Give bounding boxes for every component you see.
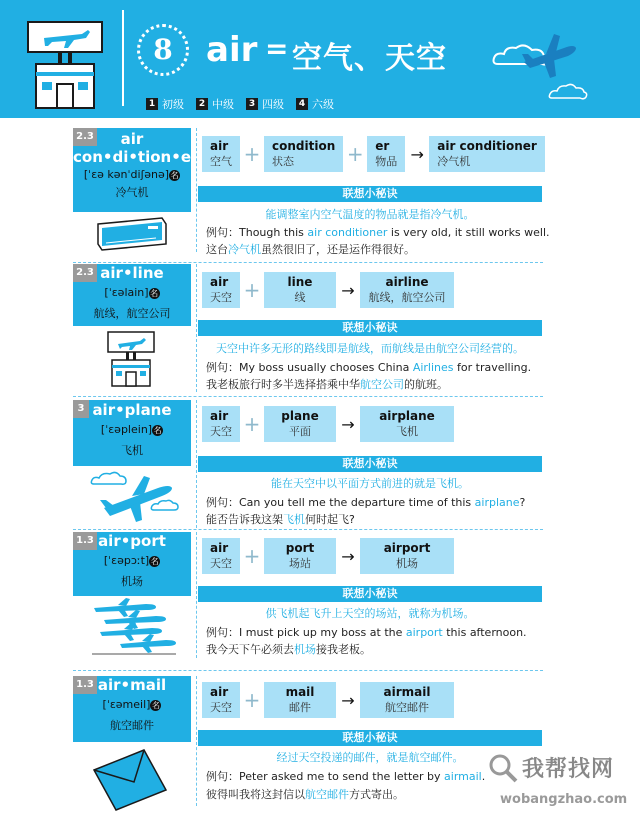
cloud-icon [548, 82, 588, 102]
level-item: 1 初级 [146, 96, 184, 112]
phonetic: [ˈɛə kənˈdiʃənə] 名 [83, 168, 179, 181]
airplane-icon [88, 470, 184, 524]
result-box: airplane 飞机 [360, 406, 454, 442]
pos-noun-badge: 名 [151, 700, 160, 710]
divider [196, 400, 197, 528]
airplane-icon [520, 32, 580, 80]
gloss: 飞机 [121, 444, 143, 457]
divider [196, 264, 197, 392]
result-box: airline 航线，航空公司 [360, 272, 454, 308]
level-legend [146, 96, 334, 112]
level-badge: 2.3 [73, 264, 97, 282]
entry-separator [73, 670, 543, 671]
watermark-text: 我帮找网 [522, 757, 615, 782]
entry-separator [73, 529, 543, 530]
part-box: line 线 [264, 272, 336, 308]
level-badge: 1.3 [73, 532, 97, 550]
root-meaning: 空气、天空 [292, 41, 447, 76]
formula-row [202, 538, 454, 574]
example-zh: 能否告诉我这架飞机何时起飞? [206, 513, 355, 526]
memory-tip-label: 联想小秘诀 [198, 456, 542, 472]
phonetic: [ˈɛəpɔːt] 名 [103, 554, 159, 567]
plus-sign: + [243, 142, 261, 166]
part-box: port 场站 [264, 538, 336, 574]
pos-noun-badge: 名 [150, 556, 159, 566]
memory-tip-label: 联想小秘诀 [198, 730, 542, 746]
part-box: air 天空 [202, 406, 240, 442]
part-box: mail 邮件 [264, 682, 336, 718]
unit-header [0, 0, 640, 118]
headword-card [73, 400, 191, 466]
entry-separator [73, 396, 543, 397]
arrow-icon: → [341, 690, 355, 710]
airport-planes-icon [90, 598, 178, 658]
part-box: plane 平面 [264, 406, 336, 442]
airline-building-icon [104, 330, 158, 388]
memory-tip-text: 天空中许多无形的路线即是航线，而航线是由航空公司经营的。 [216, 342, 524, 355]
watermark-url: wobangzhao.com [500, 792, 628, 807]
formula-row [202, 272, 454, 308]
memory-tip-text: 经过天空投递的邮件，就是航空邮件。 [276, 751, 464, 764]
headword: air•plane [92, 401, 172, 419]
plus-sign: + [243, 544, 261, 568]
root-word: air [206, 30, 258, 70]
level-badge: 3 [73, 400, 89, 418]
arrow-icon: → [341, 280, 355, 300]
gloss: 航线，航空公司 [93, 307, 171, 320]
result-box: air conditioner 冷气机 [429, 136, 545, 172]
result-box: airmail 航空邮件 [360, 682, 454, 718]
level-badge: 2.3 [73, 128, 97, 146]
phonetic: [ˈɛəplein] 名 [100, 423, 162, 436]
plus-sign: + [243, 688, 261, 712]
headword: air•mail [97, 676, 167, 694]
memory-tip-text: 能调整室内空气温度的物品就是指冷气机。 [265, 208, 475, 221]
level-item: 2 中级 [196, 96, 234, 112]
watermark [488, 752, 614, 783]
divider [196, 128, 197, 252]
gloss: 冷气机 [115, 186, 149, 199]
example-zh: 我今天下午必须去机场接我老板。 [206, 643, 371, 656]
divider [196, 532, 197, 658]
example-en: 例句：I must pick up my boss at the airport this afternoon. [206, 626, 527, 639]
example-en: 例句：Though this air conditioner is very old, it still works well. [206, 226, 550, 239]
example-zh: 彼得叫我将这封信以航空邮件方式寄出。 [206, 788, 404, 801]
arrow-icon: → [410, 144, 424, 164]
entry-separator [73, 262, 543, 263]
plus-sign: + [243, 412, 261, 436]
memory-tip-label: 联想小秘诀 [198, 320, 542, 336]
memory-tip-text: 能在天空中以平面方式前进的就是飞机。 [271, 477, 469, 490]
airport-building-icon [22, 14, 108, 110]
plus-sign: + [243, 278, 261, 302]
headword-card [73, 676, 191, 742]
part-box: air 天空 [202, 272, 240, 308]
part-box: condition 状态 [264, 136, 343, 172]
example-en: 例句：Peter asked me to send the letter by airmail. [206, 770, 486, 783]
formula-row [202, 136, 545, 172]
level-badge: 1.3 [73, 676, 97, 694]
example-zh: 这台冷气机虽然很旧了，还是运作得很好。 [206, 243, 415, 256]
unit-number: 8 [137, 24, 189, 76]
part-box: air 空气 [202, 136, 240, 172]
memory-tip-label: 联想小秘诀 [198, 186, 542, 202]
formula-row [202, 682, 454, 718]
pos-noun-badge: 名 [153, 425, 162, 435]
magnifier-icon [488, 753, 518, 783]
arrow-icon: → [341, 546, 355, 566]
headword: air•line [100, 264, 164, 282]
level-item: 3 四级 [246, 96, 284, 112]
plus-sign: + [346, 142, 364, 166]
headword-syllables: con•di•tion•er [73, 148, 199, 166]
example-en: 例句：My boss usually chooses China Airlines for travelling. [206, 361, 532, 374]
header-divider [122, 10, 124, 106]
pos-noun-badge: 名 [170, 170, 179, 180]
part-box: air 天空 [202, 538, 240, 574]
equals-sign: = [265, 32, 289, 65]
part-box: air 天空 [202, 682, 240, 718]
headword: air•port [98, 532, 166, 550]
headword-card [73, 532, 191, 596]
air-conditioner-icon [96, 216, 168, 252]
headword-card [73, 128, 199, 212]
phonetic: [ˈɛəmeil] 名 [102, 698, 160, 711]
gloss: 机场 [121, 575, 143, 588]
envelope-icon [92, 748, 168, 812]
arrow-icon: → [341, 414, 355, 434]
formula-row [202, 406, 454, 442]
pos-noun-badge: 名 [150, 288, 159, 298]
headword-card [73, 264, 191, 326]
phonetic: [ˈɛəlain] 名 [104, 286, 159, 299]
memory-tip-text: 供飞机起飞升上天空的场站，就称为机场。 [265, 607, 475, 620]
divider [196, 676, 197, 806]
result-box: airport 机场 [360, 538, 454, 574]
memory-tip-label: 联想小秘诀 [198, 586, 542, 602]
headword: air [120, 130, 144, 148]
gloss: 航空邮件 [110, 719, 154, 732]
level-item: 4 六级 [296, 96, 334, 112]
example-zh: 我老板旅行时多半选择搭乘中华航空公司的航班。 [206, 378, 448, 391]
part-box: er 物品 [367, 136, 405, 172]
example-en: 例句：Can you tell me the departure time of this airplane? [206, 496, 526, 509]
